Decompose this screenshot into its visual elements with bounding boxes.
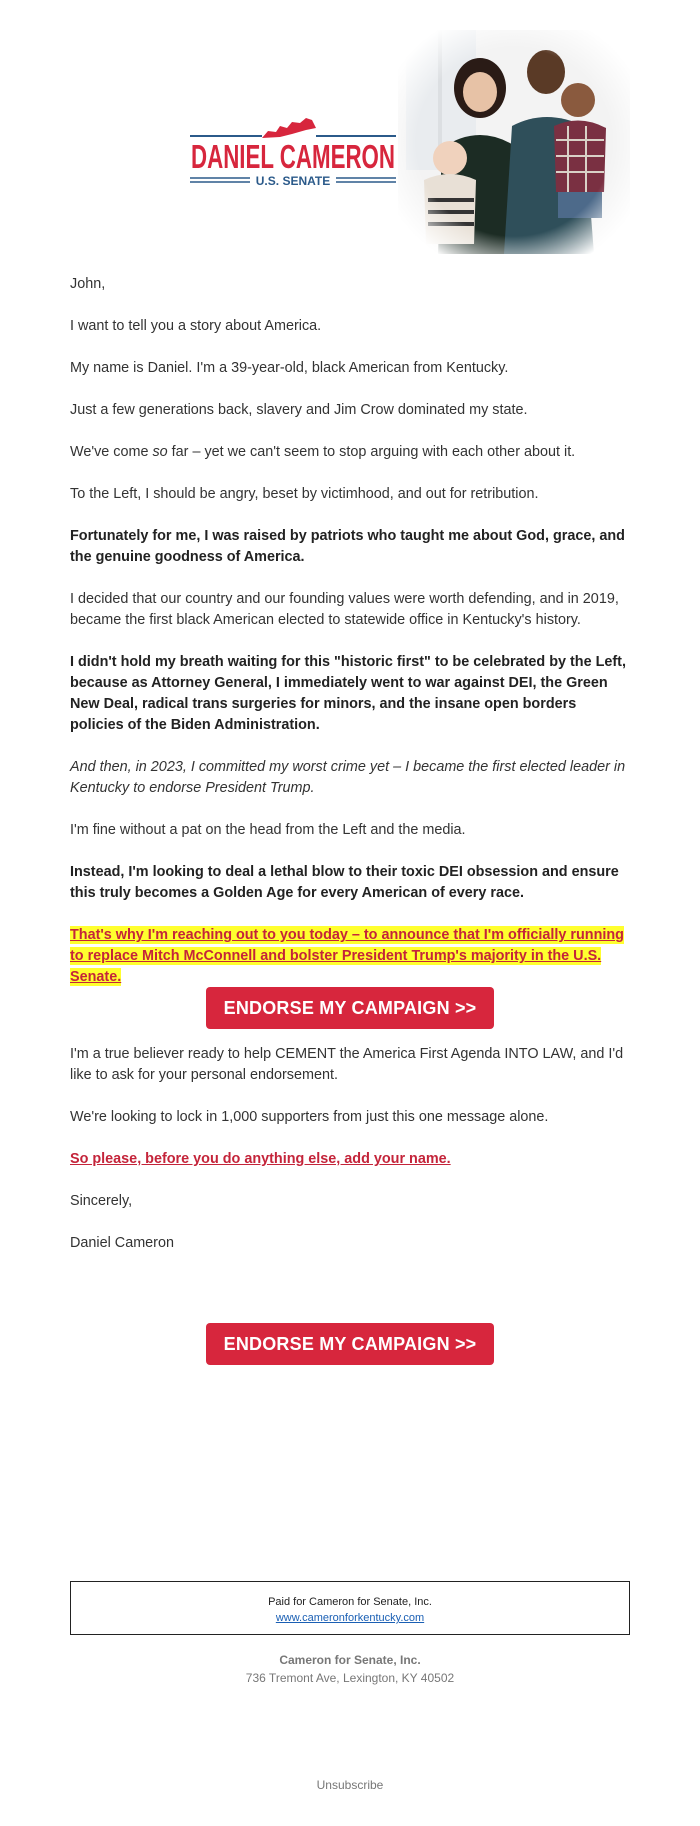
highlighted-link-paragraph — [70, 925, 630, 988]
paid-for-text: Paid for Cameron for Senate, Inc. — [268, 1596, 432, 1608]
organization-info — [70, 1651, 630, 1687]
signature: Daniel Cameron — [70, 1235, 174, 1251]
text-run: We've come — [70, 444, 153, 460]
paragraph: I'm fine without a pat on the head from the Left and the media. — [70, 822, 466, 838]
endorse-campaign-button-2[interactable]: ENDORSE MY CAMPAIGN >> — [206, 1323, 494, 1365]
org-name: Cameron for Senate, Inc. — [279, 1653, 421, 1667]
paragraph: I want to tell you a story about America. — [70, 318, 322, 334]
paragraph: My name is Daniel. I'm a 39-year-old, black American from Kentucky. — [70, 360, 509, 376]
paragraph: I'm a true believer ready to help CEMENT the America First Agenda INTO LAW, and I'd like to ask for your personal endorsement. — [70, 1046, 624, 1083]
paragraph: Just a few generations back, slavery and Jim Crow dominated my state. — [70, 402, 528, 418]
text-run: far – yet we can't seem to stop arguing with each other about it. — [167, 444, 576, 460]
paragraph: To the Left, I should be angry, beset by victimhood, and out for retribution. — [70, 486, 539, 502]
paragraph — [70, 442, 630, 463]
kentucky-state-icon — [262, 118, 316, 138]
bold-paragraph: Instead, I'm looking to deal a lethal blow to their toxic DEI obsession and ensure this truly becomes a Golden Age for every American of every race. — [70, 864, 619, 901]
paid-for-disclaimer — [70, 1581, 630, 1635]
paragraph: We're looking to lock in 1,000 supporters from just this one message alone. — [70, 1109, 549, 1125]
email-header — [70, 30, 630, 254]
announcement-link[interactable]: That's why I'm reaching out to you today – to announce that I'm officially running to replace Mitch McConnell and bolster President Trump's majority in the U.S. Senate. — [70, 927, 624, 985]
logo-subtitle: U.S. SENATE — [255, 174, 331, 188]
greeting: John, — [70, 276, 106, 292]
letter-body-continued — [70, 1044, 630, 1275]
paragraph: I decided that our country and our founding values were worth defending, and in 2019, became the first black American elected to statewide office in Kentucky's history. — [70, 591, 619, 628]
letter-body — [70, 274, 630, 988]
endorse-campaign-button[interactable]: ENDORSE MY CAMPAIGN >> — [206, 987, 494, 1029]
logo-name: DANIEL CAMERON — [191, 138, 395, 175]
emphasis-text: so — [152, 444, 168, 460]
family-photo — [398, 30, 630, 254]
website-link[interactable]: www.cameronforkentucky.com — [275, 1612, 425, 1624]
unsubscribe-link[interactable]: Unsubscribe — [316, 1778, 384, 1792]
bold-paragraph: Fortunately for me, I was raised by patriots who taught me about God, grace, and the genuine goodness of America. — [70, 528, 625, 565]
bold-paragraph: I didn't hold my breath waiting for this "historic first" to be celebrated by the Left, because as Attorney General, I immediately went to war against DEI, the Green New Deal, radical trans surgeries for minors, and the insane open borders policies of the Biden Administration. — [70, 654, 626, 733]
link-paragraph — [70, 1149, 630, 1170]
add-your-name-link[interactable]: So please, before you do anything else, add your name. — [70, 1151, 451, 1167]
italic-paragraph: And then, in 2023, I committed my worst crime yet – I became the first elected leader in Kentucky to endorse President Trump. — [70, 759, 626, 796]
campaign-logo — [188, 108, 398, 208]
org-address: 736 Tremont Ave, Lexington, KY 40502 — [245, 1671, 455, 1685]
closing: Sincerely, — [70, 1193, 133, 1209]
